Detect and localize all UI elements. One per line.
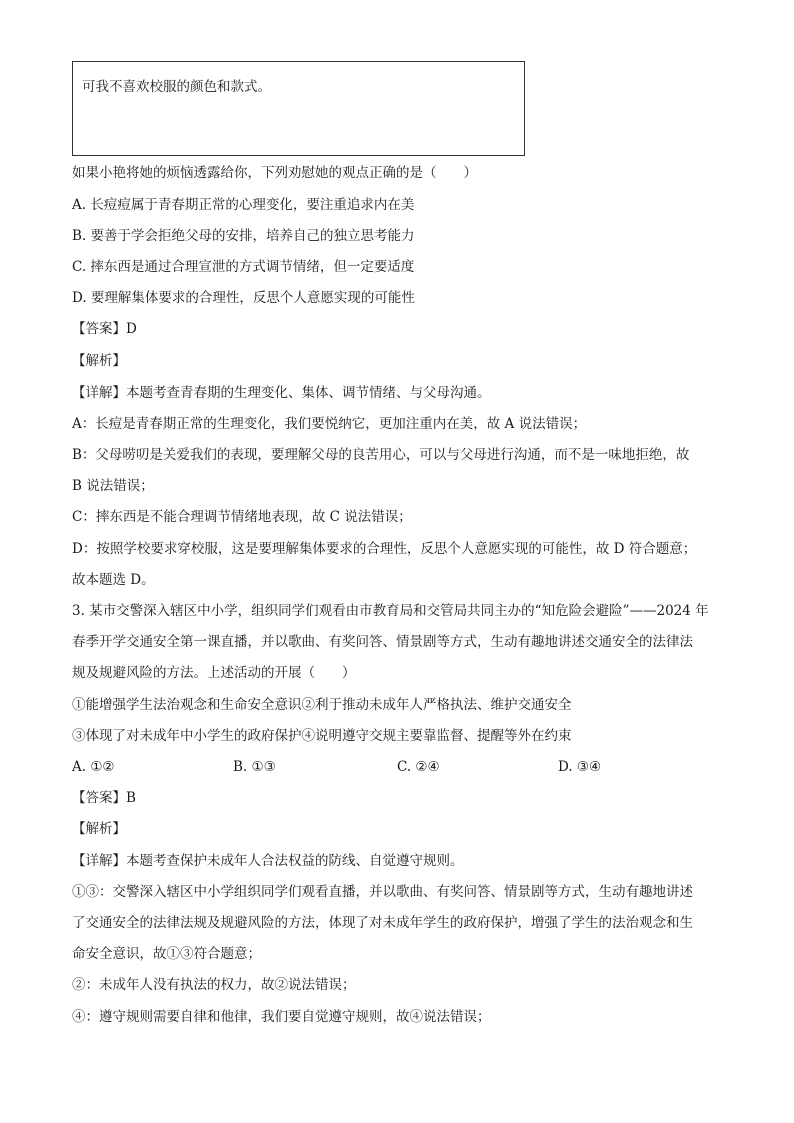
q3-option-a: A. ①② (72, 759, 115, 775)
q3-analysis-line: ④：遵守规则需要自律和他律，我们要自觉遵守规则，故④说法错误； (72, 1009, 491, 1025)
q3-detail: 【详解】本题考查保护未成年人合法权益的防线、自觉遵守规则。 (72, 853, 464, 869)
q2-answer: 【答案】D (72, 321, 137, 337)
q2-detail: 【详解】本题考查青春期的生理变化、集体、调节情绪、与父母沟通。 (72, 385, 491, 401)
q3-option-b: B. ①③ (233, 759, 276, 775)
q3-analysis-label: 【解析】 (72, 821, 126, 837)
q2-analysis-line: B 说法错误； (72, 478, 154, 494)
quote-text: 可我不喜欢校服的颜色和款式。 (82, 79, 271, 95)
q2-analysis-line: B：父母唠叨是关爱我们的表现，要理解父母的良苦用心，可以与父母进行沟通，而不是一味地拒绝，故 (72, 447, 690, 463)
q2-option-c: C. 摔东西是通过合理宣泄的方式调节情绪，但一定要适度 (72, 259, 415, 275)
q3-option-c: C. ②④ (397, 759, 440, 775)
q2-analysis-label: 【解析】 (72, 353, 126, 369)
q2-analysis-line: C：摔东西是不能合理调节情绪地表现，故 C 说法错误； (72, 509, 412, 525)
q3-analysis-line: 命安全意识，故①③符合题意； (72, 946, 261, 962)
q3-statement: ①能增强学生法治观念和生命安全意识②利于推动未成年人严格执法、维护交通安全 (72, 697, 572, 713)
q3-stem-line: 3. 某市交警深入辖区中小学，组织同学们观看由市教育局和交管局共同主办的“知危险会避险”——2024 年 (72, 603, 709, 619)
quote-box (72, 61, 525, 156)
q2-option-b: B. 要善于学会拒绝父母的安排，培养自己的独立思考能力 (72, 228, 415, 244)
q2-stem: 如果小艳将她的烦恼透露给你，下列劝慰她的观点正确的是（ ） (72, 165, 477, 181)
q2-analysis-line: A：长痘是青春期正常的生理变化，我们要悦纳它，更加注重内在美，故 A 说法错误； (72, 416, 587, 432)
q2-option-a: A. 长痘痘属于青春期正常的心理变化，要注重追求内在美 (72, 197, 415, 213)
q3-option-d: D. ③④ (558, 759, 602, 775)
q3-stem-line: 春季开学交通安全第一课直播，并以歌曲、有奖问答、情景剧等方式，生动有趣地讲述交通安全的法律法 (72, 634, 693, 650)
q2-analysis-line: 故本题选 D。 (72, 572, 155, 588)
q3-answer: 【答案】B (72, 790, 136, 806)
q3-analysis-line: 了交通安全的法律法规及规避风险的方法，体现了对未成年学生的政府保护，增强了学生的法治观念和生 (72, 915, 693, 931)
q3-statement: ③体现了对未成年中小学生的政府保护④说明遵守交规主要靠监督、提醒等外在约束 (72, 728, 572, 744)
q3-analysis-line: ②：未成年人没有执法的权力，故②说法错误； (72, 977, 356, 993)
q2-option-d: D. 要理解集体要求的合理性，反思个人意愿实现的可能性 (72, 290, 415, 306)
q2-analysis-line: D：按照学校要求穿校服，这是要理解集体要求的合理性，反思个人意愿实现的可能性，故 D 符合题意； (72, 541, 697, 557)
q3-stem-line: 规及规避风险的方法。上述活动的开展（ ） (72, 665, 356, 681)
q3-analysis-line: ①③：交警深入辖区中小学组织同学们观看直播，并以歌曲、有奖问答、情景剧等方式，生动有趣地讲述 (72, 884, 693, 900)
